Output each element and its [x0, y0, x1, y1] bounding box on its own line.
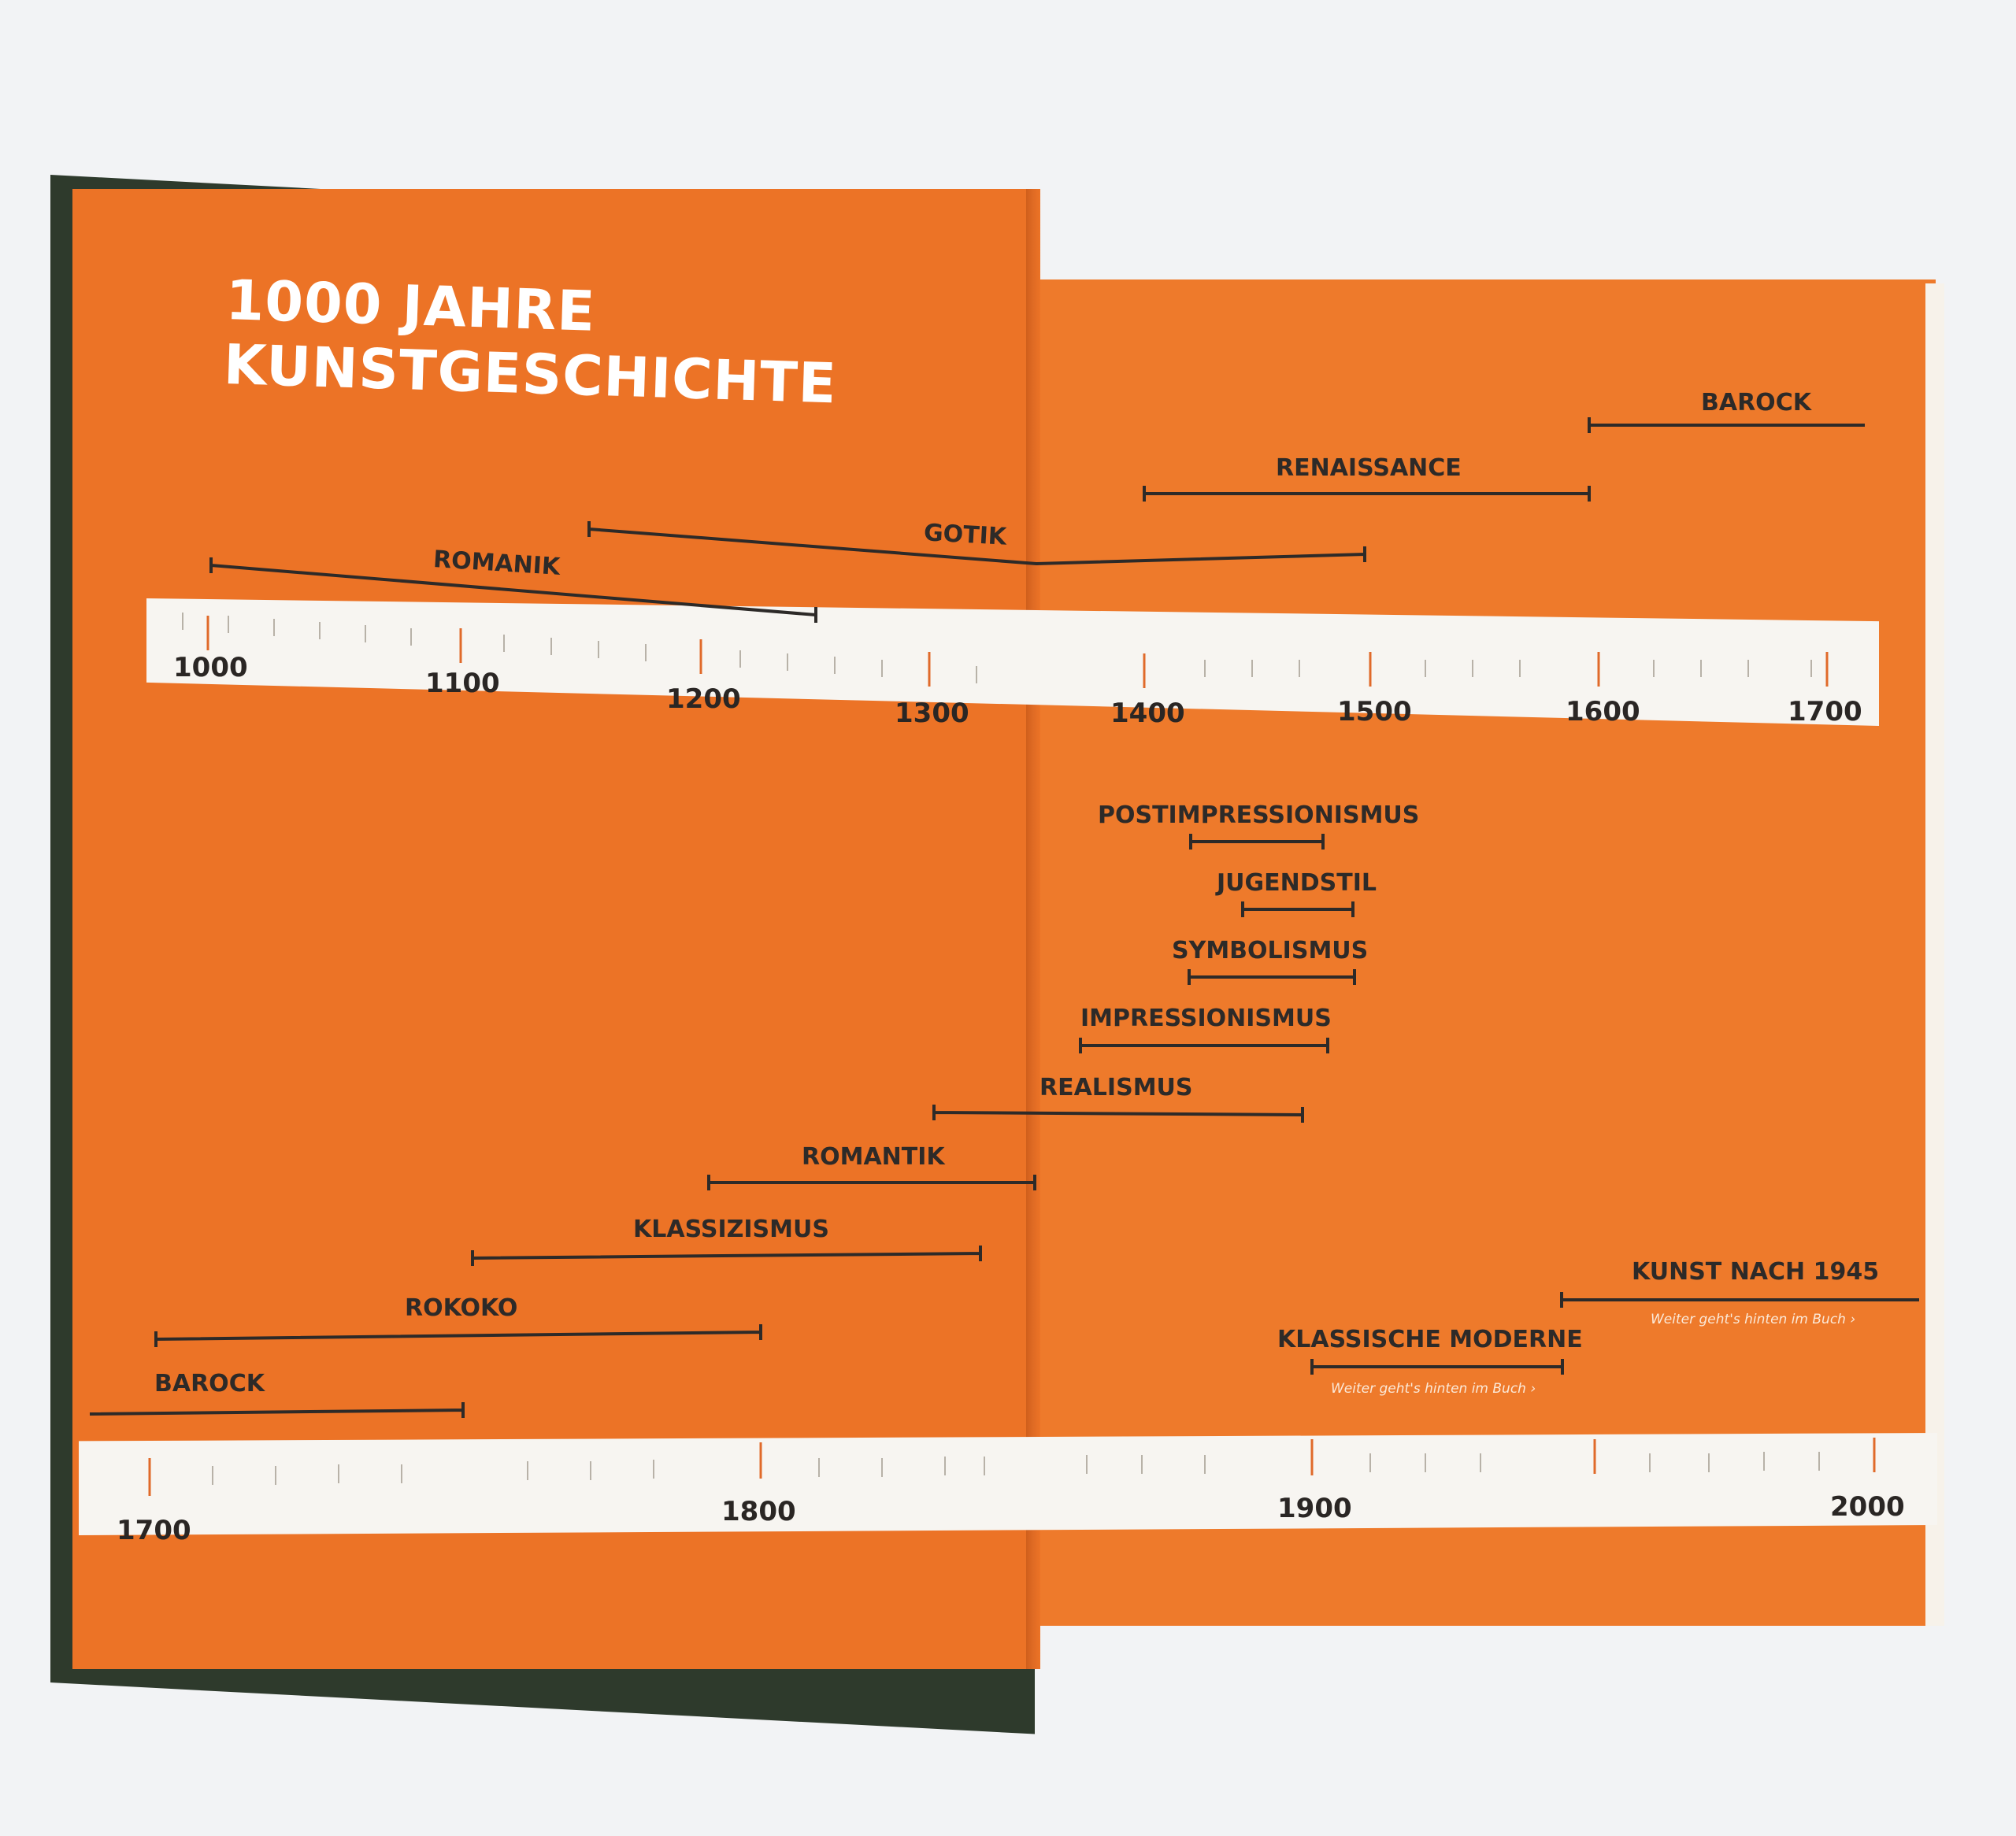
bar-renaissance — [1144, 486, 1589, 502]
epoch-label: REALISMUS — [1040, 1074, 1193, 1101]
bar-impressionismus — [1080, 1038, 1328, 1053]
year-label: 1900 — [1277, 1493, 1352, 1524]
bar-klassische-moderne — [1312, 1359, 1562, 1375]
bar-romantik — [709, 1175, 1035, 1190]
bar-kunst-nach-1945 — [1562, 1292, 1919, 1308]
epoch-label: GOTIK — [923, 519, 1007, 551]
bar-postimpressionismus — [1191, 834, 1323, 850]
bar-barock-1 — [1589, 417, 1865, 433]
epoch-label: ROMANIK — [432, 546, 561, 581]
year-label: 1600 — [1566, 696, 1640, 727]
epoch-label: KUNST NACH 1945 — [1632, 1258, 1880, 1286]
epoch-label: KLASSISCHE MODERNE — [1277, 1326, 1583, 1353]
epoch-label: SYMBOLISMUS — [1172, 937, 1369, 964]
bar-klassizismus — [472, 1246, 980, 1266]
epoch-label: JUGENDSTIL — [1217, 869, 1377, 897]
year-label: 1400 — [1110, 698, 1185, 729]
epoch-label: ROKOKO — [405, 1294, 518, 1322]
year-label: 1700 — [1788, 696, 1862, 727]
bar-barock-2 — [90, 1402, 463, 1418]
bar-symbolismus — [1189, 969, 1354, 985]
epoch-label: POSTIMPRESSIONISMUS — [1098, 801, 1420, 829]
epoch-label: BAROCK — [1701, 389, 1811, 416]
bar-rokoko — [156, 1324, 761, 1347]
year-label: 1200 — [666, 683, 741, 715]
title-line-2: KUNSTGESCHICHTE — [222, 331, 838, 416]
year-label: 1000 — [173, 652, 248, 683]
year-label: 1100 — [425, 668, 500, 699]
year-label: 1700 — [117, 1515, 191, 1546]
bar-jugendstil — [1243, 901, 1353, 917]
bar-realismus — [934, 1105, 1303, 1123]
year-label: 1300 — [895, 698, 969, 729]
epoch-label: BAROCK — [154, 1370, 265, 1397]
year-label: 1800 — [721, 1496, 796, 1527]
epoch-label: ROMANTIK — [802, 1143, 945, 1171]
year-label: 2000 — [1830, 1491, 1905, 1523]
continuation-note: Weiter geht's hinten im Buch › — [1331, 1381, 1536, 1397]
title-line-1: 1000 JAHRE — [224, 268, 597, 344]
year-label: 1500 — [1337, 696, 1412, 727]
epoch-label: RENAISSANCE — [1276, 454, 1462, 482]
epoch-label: IMPRESSIONISMUS — [1080, 1005, 1332, 1032]
epoch-label: KLASSIZISMUS — [633, 1216, 829, 1243]
continuation-note: Weiter geht's hinten im Buch › — [1651, 1312, 1856, 1327]
